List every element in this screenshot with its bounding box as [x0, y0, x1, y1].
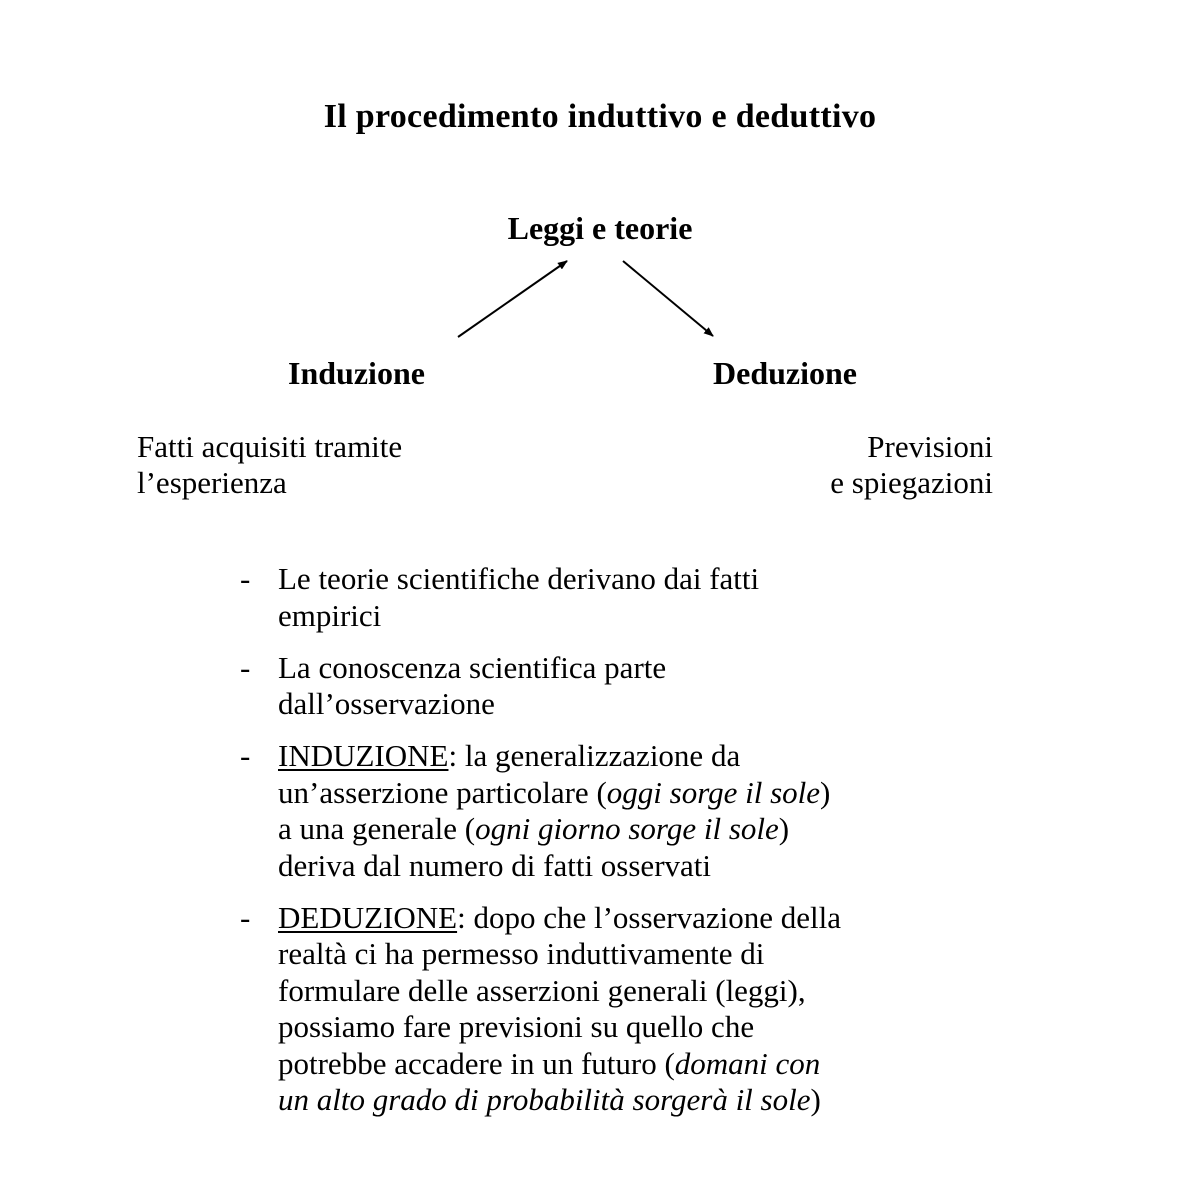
bullet-text: : la generalizzazione da [448, 738, 741, 773]
list-item [240, 738, 1120, 884]
predictions-line: Previsioni [867, 429, 993, 464]
facts-line: l’esperienza [137, 465, 287, 500]
list-item [240, 650, 1120, 723]
bullet-text: potrebbe accadere in un futuro ( [278, 1045, 675, 1081]
bullet-text: empirici [278, 597, 382, 633]
example-text: domani con [674, 1045, 821, 1081]
bullet-text: dall’osservazione [278, 686, 495, 721]
facts-line: Fatti acquisiti tramite [137, 429, 403, 464]
bullet-text: a una generale ( [278, 811, 476, 846]
predictions-line: e spiegazioni [830, 465, 993, 500]
bullet-text: deriva dal numero di fatti osservati [278, 847, 712, 883]
bullet-text: ) [778, 811, 790, 846]
bullet-text: un’asserzione particolare ( [278, 774, 607, 810]
bullet-dash: - [240, 561, 251, 596]
bullet-text: La conoscenza scientifica parte [278, 649, 667, 685]
bullet-dash: - [240, 649, 251, 685]
list-item [240, 561, 1120, 634]
bullet-text: ) [820, 774, 831, 810]
induction-arrow [458, 261, 567, 337]
induction-label: Induzione [288, 355, 425, 391]
bullet-text: : dopo che l’osservazione della [457, 899, 841, 935]
bullet-text: formulare delle asserzioni generali (leggi), [278, 972, 806, 1008]
list-item [240, 900, 1120, 1119]
bullet-text: ) [810, 1082, 821, 1117]
facts-text [137, 429, 402, 501]
bullet-dash: - [240, 738, 251, 773]
predictions-text [830, 429, 993, 501]
bullet-text: realtà ci ha permesso induttivamente di [278, 936, 765, 971]
example-text: un alto grado di probabilità sorgerà il sole [278, 1082, 811, 1117]
bullet-dash: - [240, 899, 251, 935]
page-title: Il procedimento induttivo e deduttivo [323, 98, 877, 135]
deduction-label: Deduzione [713, 355, 857, 391]
example-text: ogni giorno sorge il sole [475, 811, 779, 846]
bullet-text: Le teorie scientifiche derivano dai fatti [278, 561, 760, 596]
example-text: oggi sorge il sole [606, 774, 821, 810]
diagram-top-label: Leggi e teorie [507, 210, 693, 246]
deduction-arrow [623, 261, 713, 336]
bullet-list [240, 561, 1120, 1134]
deduction-term: DEDUZIONE [278, 899, 458, 935]
bullet-text: possiamo fare previsioni su quello che [278, 1009, 755, 1044]
induction-term: INDUZIONE [278, 738, 449, 773]
